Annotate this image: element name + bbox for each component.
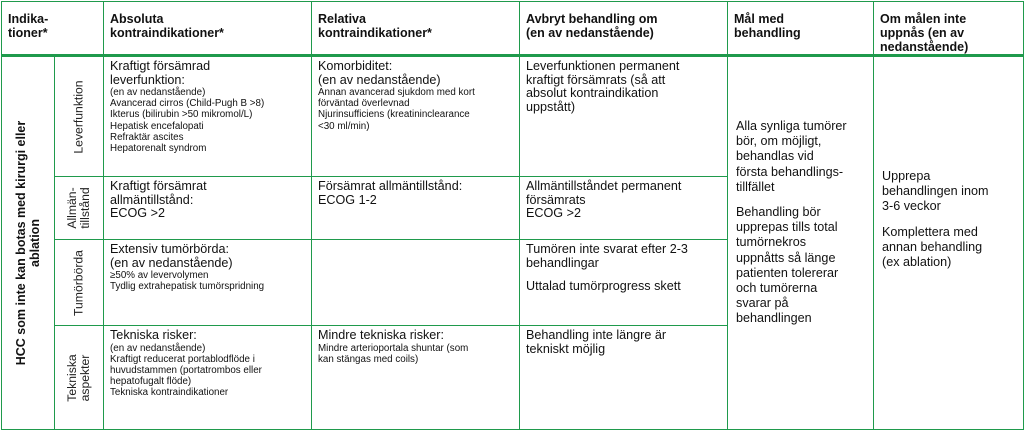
text-line: aspekter: [78, 354, 92, 401]
text-line: och tumörerna: [736, 281, 818, 296]
paragraph: [526, 329, 721, 356]
text-line: första behandlings-: [736, 164, 844, 179]
text-line: Ikterus (bilirubin >50 mikromol/L): [110, 109, 253, 121]
text-line: Kraftigt försämrat: [110, 179, 207, 193]
side-label-text: [14, 121, 42, 366]
text-line: svarar på: [736, 296, 789, 311]
text-line: Uttalad tumörprogress skett: [526, 279, 681, 293]
text-line: hepatofugalt flöde): [110, 376, 192, 388]
paragraph: [736, 205, 867, 327]
text-line: (en av nedanstående): [318, 72, 441, 87]
text-line: tekniskt möjlig: [526, 341, 606, 356]
text-line: Allmän-: [65, 187, 79, 229]
stop-cell: [520, 240, 728, 326]
text-line: leverfunktion:: [110, 72, 185, 87]
paragraph: [882, 225, 1017, 271]
text-line: Leverfunktion: [71, 79, 86, 154]
text-line: Kraftigt försämrad: [110, 59, 211, 73]
paragraph: [526, 180, 721, 221]
text-line: Mål med: [734, 12, 785, 26]
text-line: behandlingen inom: [882, 184, 989, 199]
header-relativa: [312, 2, 520, 56]
text-line: tillfället: [736, 179, 775, 194]
header-row: [2, 2, 1024, 56]
text-line: Komplettera med: [882, 224, 978, 239]
paragraph: [736, 119, 867, 195]
text-line: kraftigt försämrats (så att: [526, 72, 666, 87]
treatment-criteria-table: [1, 1, 1024, 430]
relative-cell: [312, 177, 520, 240]
paragraph-gap: [882, 215, 1017, 225]
paragraph: [526, 60, 721, 114]
text-line: Mindre arterioportala shuntar (som: [318, 342, 469, 354]
text-line: Om målen inte: [880, 12, 967, 26]
text-line: Tydlig extrahepatisk tumörspridning: [110, 281, 265, 293]
text-line: uppstått): [526, 99, 576, 114]
text-line: Behandling inte längre är: [526, 328, 667, 342]
text-line: försämrats: [526, 192, 586, 207]
paragraph: [882, 169, 1017, 215]
header-avbryt: [520, 2, 728, 56]
relative-cell: [312, 240, 520, 326]
text-line: behandlas vid: [736, 149, 814, 164]
header-indikationer: [2, 2, 104, 56]
text-line: ablation: [28, 219, 42, 267]
header-absoluta: [104, 2, 312, 56]
text-line: allmäntillstånd:: [110, 192, 194, 207]
header-mal: [728, 2, 874, 56]
text-line: Alla synliga tumörer: [736, 119, 847, 133]
text-line: Upprepa: [882, 169, 931, 183]
text-line: Njurinsufficiens (kreatininclearance: [318, 109, 470, 121]
text-line: upprepas tills total: [736, 220, 838, 235]
text-line: kontraindikationer*: [110, 26, 224, 40]
text-line: behandlingen: [736, 311, 812, 326]
text-line: patienten tolererar: [736, 265, 839, 280]
text-line: Extensiv tumörbörda:: [110, 242, 230, 256]
text-line: Tekniska risker:: [110, 328, 197, 342]
text-line: Tekniska kontraindikationer: [110, 387, 229, 399]
text-line: uppnås (en av: [880, 26, 965, 40]
relative-cell: [312, 326, 520, 430]
text-line: ECOG >2: [526, 206, 581, 220]
text-line: bör, om möjligt,: [736, 134, 822, 149]
text-line: Hepatisk encefalopati: [110, 120, 204, 132]
text-line: Mindre tekniska risker:: [318, 328, 444, 342]
text-line: Leverfunktionen permanent: [526, 59, 680, 73]
absolute-cell: [104, 56, 312, 177]
text-line: ≥50% av levervolymen: [110, 270, 209, 281]
text-line: Komorbiditet:: [318, 59, 393, 73]
category-cell: [55, 326, 104, 430]
text-line: Annan avancerad sjukdom med kort: [318, 87, 475, 98]
text-line: Behandling bör: [736, 205, 821, 220]
paragraph: [526, 243, 721, 270]
text-line: (en av nedanstående): [110, 255, 233, 270]
text-line: kontraindikationer*: [318, 26, 432, 40]
text-line: nedanstående): [880, 40, 969, 54]
text-line: behandling: [734, 26, 801, 40]
text-line: Avbryt behandling om: [526, 12, 658, 26]
text-line: tumörnekros: [736, 235, 807, 250]
text-line: huvudstammen (portatrombos eller: [110, 364, 262, 376]
text-line: 3-6 veckor: [882, 199, 941, 214]
text-line: Refraktär ascites: [110, 131, 184, 143]
text-line: tioner*: [8, 26, 48, 40]
text-line: Tumören inte svarat efter 2-3: [526, 242, 688, 256]
text-line: Relativa: [318, 12, 366, 26]
text-line: (en av nedanstående): [110, 342, 206, 354]
text-line: (en av nedanstående): [526, 26, 654, 40]
text-line: tillstånd: [78, 187, 92, 229]
absolute-cell: [104, 326, 312, 430]
text-line: HCC som inte kan botas med kirurgi eller: [14, 120, 28, 366]
stop-cell: [520, 177, 728, 240]
paragraph-gap: [736, 195, 867, 205]
text-line: ECOG >2: [110, 206, 165, 220]
text-line: ECOG 1-2: [318, 192, 377, 207]
stop-cell: [520, 326, 728, 430]
text-line: Tumörbörda: [71, 249, 86, 316]
text-line: absolut kontraindikation: [526, 86, 659, 100]
header-om-malen: [874, 2, 1024, 56]
text-line: Allmäntillståndet permanent: [526, 179, 682, 193]
text-line: <30 ml/min): [318, 120, 370, 132]
text-line: behandlingar: [526, 255, 599, 270]
relative-cell: [312, 56, 520, 177]
text-line: Absoluta: [110, 12, 164, 26]
side-label: [2, 56, 55, 430]
text-line: Hepatorenalt syndrom: [110, 143, 207, 155]
text-line: Tekniska: [65, 353, 79, 402]
text-line: uppnåtts så länge: [736, 250, 836, 265]
absolute-cell: [104, 240, 312, 326]
goal-cell: [728, 56, 874, 430]
category-cell: [55, 240, 104, 326]
if-not-reached-cell: [874, 56, 1024, 430]
category-cell: [55, 56, 104, 177]
text-line: Försämrat allmäntillstånd:: [318, 179, 463, 193]
paragraph: [526, 280, 721, 294]
text-line: annan behandling: [882, 239, 983, 254]
text-line: (en av nedanstående): [110, 87, 206, 98]
row-leverfunktion: [2, 56, 1024, 177]
text-line: Indika-: [8, 12, 49, 26]
category-cell: [55, 177, 104, 240]
text-line: kan stängas med coils): [318, 353, 419, 365]
text-line: Avancerad cirros (Child-Pugh B >8): [110, 98, 265, 110]
text-line: Kraftigt reducerat portablodflöde i: [110, 353, 255, 365]
text-line: förväntad överlevnad: [318, 98, 410, 110]
absolute-cell: [104, 177, 312, 240]
stop-cell: [520, 56, 728, 177]
text-line: (ex ablation): [882, 255, 952, 270]
